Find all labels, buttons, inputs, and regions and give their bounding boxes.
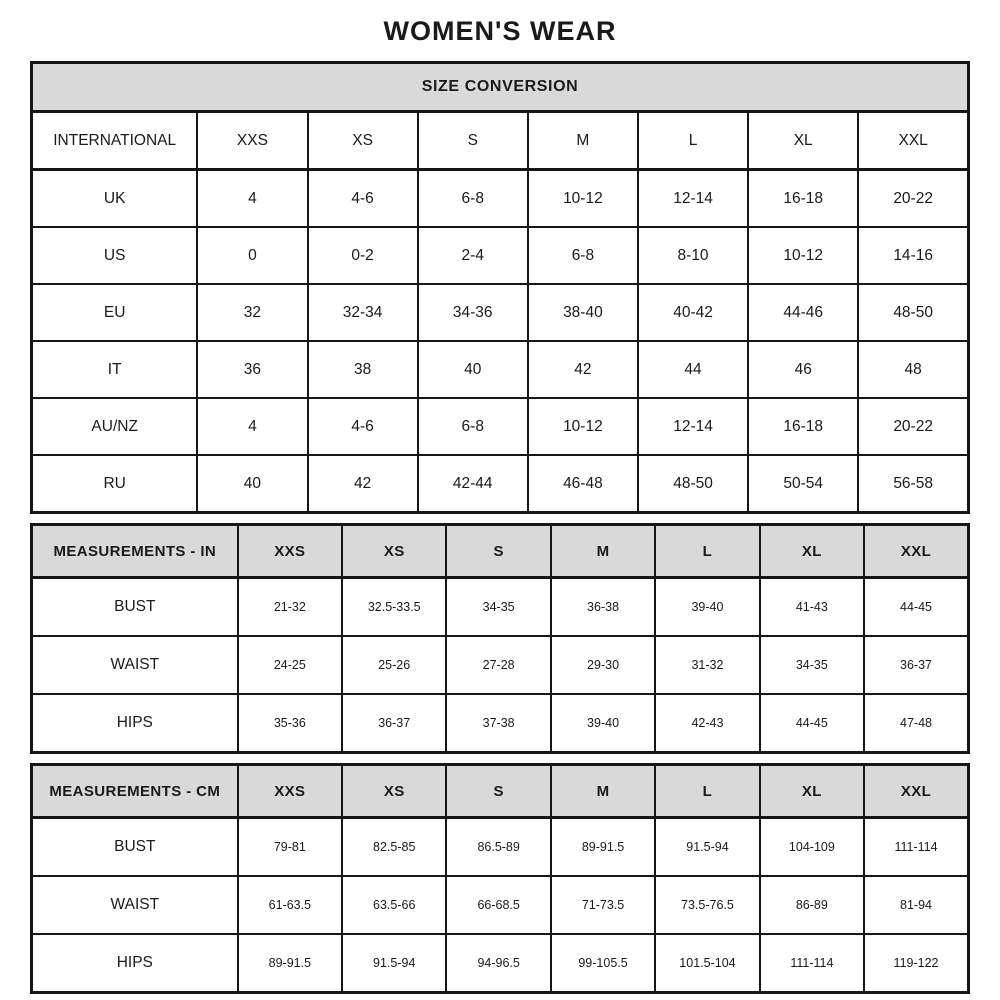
cell: 29-30 bbox=[551, 636, 655, 694]
column-header: S bbox=[446, 765, 550, 818]
cell: 31-32 bbox=[655, 636, 759, 694]
column-header: XXL bbox=[864, 765, 968, 818]
row-label: US bbox=[32, 227, 198, 284]
column-header-row bbox=[32, 765, 969, 818]
column-header: S bbox=[418, 112, 528, 170]
cell: 38 bbox=[308, 341, 418, 398]
cell: 91.5-94 bbox=[342, 934, 446, 993]
cell: 46 bbox=[748, 341, 858, 398]
cell: 61-63.5 bbox=[238, 876, 342, 934]
cell: 44 bbox=[638, 341, 748, 398]
cell: 40-42 bbox=[638, 284, 748, 341]
cell: 66-68.5 bbox=[446, 876, 550, 934]
cell: 50-54 bbox=[748, 455, 858, 513]
cell: 32 bbox=[197, 284, 307, 341]
cell: 16-18 bbox=[748, 398, 858, 455]
cell: 34-36 bbox=[418, 284, 528, 341]
column-header: XS bbox=[342, 765, 446, 818]
cell: 42-43 bbox=[655, 694, 759, 753]
cell: 42 bbox=[528, 341, 638, 398]
cell: 10-12 bbox=[528, 398, 638, 455]
spacer bbox=[30, 754, 970, 763]
row-label: HIPS bbox=[32, 694, 238, 753]
cell: 0-2 bbox=[308, 227, 418, 284]
cell: 36-37 bbox=[342, 694, 446, 753]
cell: 82.5-85 bbox=[342, 818, 446, 877]
cell: 101.5-104 bbox=[655, 934, 759, 993]
column-header-international: INTERNATIONAL bbox=[32, 112, 198, 170]
cell: 40 bbox=[418, 341, 528, 398]
row-label: WAIST bbox=[32, 636, 238, 694]
cell: 10-12 bbox=[528, 170, 638, 228]
cell: 89-91.5 bbox=[551, 818, 655, 877]
row-label: AU/NZ bbox=[32, 398, 198, 455]
cell: 111-114 bbox=[864, 818, 968, 877]
cell: 111-114 bbox=[760, 934, 864, 993]
cell: 40 bbox=[197, 455, 307, 513]
cell: 20-22 bbox=[858, 170, 968, 228]
table-row-hips-in bbox=[32, 694, 969, 753]
cell: 47-48 bbox=[864, 694, 968, 753]
cell: 35-36 bbox=[238, 694, 342, 753]
column-header: XXS bbox=[238, 765, 342, 818]
cell: 38-40 bbox=[528, 284, 638, 341]
cell: 24-25 bbox=[238, 636, 342, 694]
cell: 99-105.5 bbox=[551, 934, 655, 993]
column-header-row bbox=[32, 112, 969, 170]
column-header: M bbox=[551, 525, 655, 578]
cell: 48-50 bbox=[858, 284, 968, 341]
cell: 91.5-94 bbox=[655, 818, 759, 877]
column-header: L bbox=[638, 112, 748, 170]
table-row-uk bbox=[32, 170, 969, 228]
cell: 81-94 bbox=[864, 876, 968, 934]
cell: 0 bbox=[197, 227, 307, 284]
cell: 34-35 bbox=[446, 578, 550, 637]
cell: 32-34 bbox=[308, 284, 418, 341]
column-header: XXS bbox=[197, 112, 307, 170]
row-label: EU bbox=[32, 284, 198, 341]
column-header: XXS bbox=[238, 525, 342, 578]
table-row-waist-in bbox=[32, 636, 969, 694]
cell: 79-81 bbox=[238, 818, 342, 877]
cell: 46-48 bbox=[528, 455, 638, 513]
column-header: XXL bbox=[864, 525, 968, 578]
column-header: L bbox=[655, 765, 759, 818]
cell: 8-10 bbox=[638, 227, 748, 284]
table-row-eu bbox=[32, 284, 969, 341]
cell: 41-43 bbox=[760, 578, 864, 637]
cell: 2-4 bbox=[418, 227, 528, 284]
cell: 12-14 bbox=[638, 170, 748, 228]
row-label: UK bbox=[32, 170, 198, 228]
cell: 34-35 bbox=[760, 636, 864, 694]
page-title: WOMEN'S WEAR bbox=[383, 16, 617, 46]
cell: 94-96.5 bbox=[446, 934, 550, 993]
cell: 6-8 bbox=[418, 170, 528, 228]
measurements-cm-table bbox=[30, 763, 970, 994]
table-row-bust-in bbox=[32, 578, 969, 637]
cell: 56-58 bbox=[858, 455, 968, 513]
row-label: WAIST bbox=[32, 876, 238, 934]
cell: 63.5-66 bbox=[342, 876, 446, 934]
cell: 4-6 bbox=[308, 170, 418, 228]
cell: 36-37 bbox=[864, 636, 968, 694]
cell: 39-40 bbox=[551, 694, 655, 753]
column-header: L bbox=[655, 525, 759, 578]
cell: 4 bbox=[197, 398, 307, 455]
cell: 86-89 bbox=[760, 876, 864, 934]
cell: 4-6 bbox=[308, 398, 418, 455]
cell: 48-50 bbox=[638, 455, 748, 513]
cell: 42-44 bbox=[418, 455, 528, 513]
column-header-row bbox=[32, 525, 969, 578]
cell: 119-122 bbox=[864, 934, 968, 993]
measurements-in-title: MEASUREMENTS - IN bbox=[32, 525, 238, 578]
cell: 21-32 bbox=[238, 578, 342, 637]
cell: 44-45 bbox=[864, 578, 968, 637]
column-header: S bbox=[446, 525, 550, 578]
column-header: XL bbox=[760, 525, 864, 578]
row-label: IT bbox=[32, 341, 198, 398]
cell: 10-12 bbox=[748, 227, 858, 284]
measurements-in-table bbox=[30, 523, 970, 754]
table-row-it bbox=[32, 341, 969, 398]
cell: 4 bbox=[197, 170, 307, 228]
size-conversion-table bbox=[30, 61, 970, 514]
cell: 48 bbox=[858, 341, 968, 398]
row-label: HIPS bbox=[32, 934, 238, 993]
cell: 89-91.5 bbox=[238, 934, 342, 993]
cell: 36 bbox=[197, 341, 307, 398]
cell: 73.5-76.5 bbox=[655, 876, 759, 934]
spacer bbox=[30, 514, 970, 523]
cell: 44-46 bbox=[748, 284, 858, 341]
cell: 6-8 bbox=[418, 398, 528, 455]
cell: 25-26 bbox=[342, 636, 446, 694]
table-row-hips-cm bbox=[32, 934, 969, 993]
cell: 14-16 bbox=[858, 227, 968, 284]
cell: 39-40 bbox=[655, 578, 759, 637]
measurements-cm-title: MEASUREMENTS - CM bbox=[32, 765, 238, 818]
table-row-ru bbox=[32, 455, 969, 513]
row-label: RU bbox=[32, 455, 198, 513]
column-header: XXL bbox=[858, 112, 968, 170]
cell: 42 bbox=[308, 455, 418, 513]
cell: 6-8 bbox=[528, 227, 638, 284]
cell: 12-14 bbox=[638, 398, 748, 455]
column-header: XL bbox=[748, 112, 858, 170]
cell: 37-38 bbox=[446, 694, 550, 753]
column-header: XS bbox=[342, 525, 446, 578]
cell: 20-22 bbox=[858, 398, 968, 455]
table-row-bust-cm bbox=[32, 818, 969, 877]
column-header: XS bbox=[308, 112, 418, 170]
cell: 104-109 bbox=[760, 818, 864, 877]
size-conversion-title: SIZE CONVERSION bbox=[32, 63, 969, 112]
cell: 71-73.5 bbox=[551, 876, 655, 934]
cell: 44-45 bbox=[760, 694, 864, 753]
row-label: BUST bbox=[32, 578, 238, 637]
column-header: XL bbox=[760, 765, 864, 818]
column-header: M bbox=[528, 112, 638, 170]
table-row-aunz bbox=[32, 398, 969, 455]
table-row-waist-cm bbox=[32, 876, 969, 934]
cell: 16-18 bbox=[748, 170, 858, 228]
cell: 36-38 bbox=[551, 578, 655, 637]
table-title-row bbox=[32, 63, 969, 112]
column-header: M bbox=[551, 765, 655, 818]
row-label: BUST bbox=[32, 818, 238, 877]
cell: 32.5-33.5 bbox=[342, 578, 446, 637]
cell: 27-28 bbox=[446, 636, 550, 694]
cell: 86.5-89 bbox=[446, 818, 550, 877]
table-row-us bbox=[32, 227, 969, 284]
